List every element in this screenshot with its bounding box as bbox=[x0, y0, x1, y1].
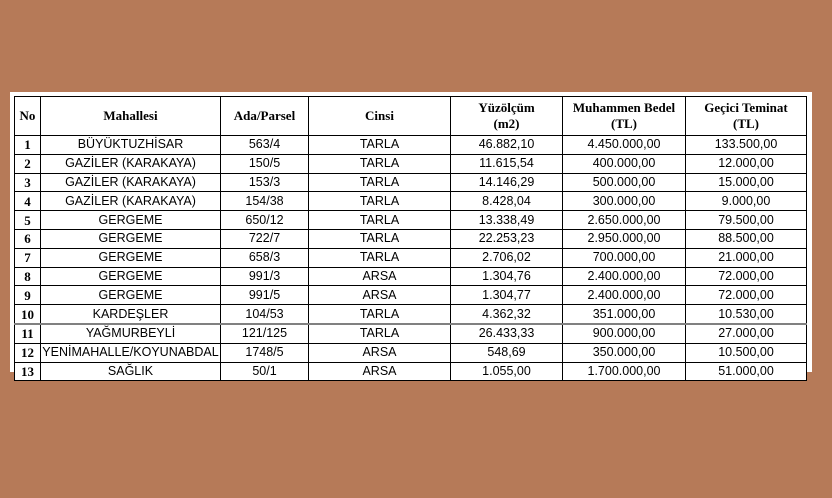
cell-muh: 2.950.000,00 bbox=[563, 229, 686, 248]
column-header-cinsi-label: Cinsi bbox=[365, 108, 394, 123]
cell-mah: YENİMAHALLE/KOYUNABDAL bbox=[41, 343, 221, 362]
cell-yuz: 4.362,32 bbox=[451, 305, 563, 324]
column-header-mahallesi bbox=[41, 97, 221, 136]
cell-yuz: 1.055,00 bbox=[451, 362, 563, 381]
cell-mah: GERGEME bbox=[41, 286, 221, 305]
column-header-no-label: No bbox=[19, 108, 36, 123]
cell-muh: 351.000,00 bbox=[563, 305, 686, 324]
column-header-no bbox=[15, 97, 41, 136]
column-header-gecici-teminat bbox=[686, 97, 807, 136]
cell-gec: 10.500,00 bbox=[686, 343, 807, 362]
cell-cinsi: ARSA bbox=[309, 343, 451, 362]
cell-ada: 121/125 bbox=[221, 324, 309, 343]
cell-ada: 650/12 bbox=[221, 211, 309, 230]
cell-mah: BÜYÜKTUZHİSAR bbox=[41, 136, 221, 155]
cell-ada: 154/38 bbox=[221, 192, 309, 211]
cell-muh: 2.400.000,00 bbox=[563, 286, 686, 305]
cell-gec: 88.500,00 bbox=[686, 229, 807, 248]
cell-no: 1 bbox=[15, 136, 41, 155]
cell-no: 2 bbox=[15, 154, 41, 173]
cell-yuz: 11.615,54 bbox=[451, 154, 563, 173]
cell-cinsi: TARLA bbox=[309, 229, 451, 248]
table-row bbox=[15, 362, 807, 381]
cell-no: 12 bbox=[15, 343, 41, 362]
cell-yuz: 2.706,02 bbox=[451, 248, 563, 267]
cell-cinsi: TARLA bbox=[309, 173, 451, 192]
table-row bbox=[15, 173, 807, 192]
table-row bbox=[15, 248, 807, 267]
cell-cinsi: TARLA bbox=[309, 305, 451, 324]
column-header-gecici-teminat-unit: (TL) bbox=[733, 116, 759, 131]
table-body bbox=[15, 136, 807, 381]
cell-muh: 300.000,00 bbox=[563, 192, 686, 211]
table-row bbox=[15, 154, 807, 173]
cell-gec: 133.500,00 bbox=[686, 136, 807, 155]
cell-cinsi: TARLA bbox=[309, 211, 451, 230]
cell-gec: 51.000,00 bbox=[686, 362, 807, 381]
cell-mah: GERGEME bbox=[41, 211, 221, 230]
cell-mah: GERGEME bbox=[41, 267, 221, 286]
cell-mah: GERGEME bbox=[41, 248, 221, 267]
table-row bbox=[15, 305, 807, 324]
cell-mah: GAZİLER (KARAKAYA) bbox=[41, 173, 221, 192]
cell-yuz: 548,69 bbox=[451, 343, 563, 362]
cell-ada: 991/3 bbox=[221, 267, 309, 286]
cell-muh: 900.000,00 bbox=[563, 324, 686, 343]
column-header-muhammen-bedel bbox=[563, 97, 686, 136]
cell-no: 4 bbox=[15, 192, 41, 211]
table-row bbox=[15, 229, 807, 248]
cell-cinsi: TARLA bbox=[309, 154, 451, 173]
cell-no: 6 bbox=[15, 229, 41, 248]
column-header-yuzolcum-label: Yüzölçüm bbox=[478, 100, 535, 115]
cell-mah: SAĞLIK bbox=[41, 362, 221, 381]
cell-muh: 4.450.000,00 bbox=[563, 136, 686, 155]
cell-no: 5 bbox=[15, 211, 41, 230]
cell-mah: YAĞMURBEYLİ bbox=[41, 324, 221, 343]
cell-gec: 10.530,00 bbox=[686, 305, 807, 324]
cell-ada: 50/1 bbox=[221, 362, 309, 381]
cell-gec: 9.000,00 bbox=[686, 192, 807, 211]
cell-no: 8 bbox=[15, 267, 41, 286]
cell-yuz: 22.253,23 bbox=[451, 229, 563, 248]
column-header-yuzolcum bbox=[451, 97, 563, 136]
cell-ada: 150/5 bbox=[221, 154, 309, 173]
column-header-yuzolcum-unit: (m2) bbox=[493, 116, 520, 131]
table-row bbox=[15, 136, 807, 155]
cell-cinsi: ARSA bbox=[309, 267, 451, 286]
cell-ada: 1748/5 bbox=[221, 343, 309, 362]
column-header-ada-parsel-label: Ada/Parsel bbox=[233, 108, 296, 123]
cell-cinsi: ARSA bbox=[309, 286, 451, 305]
cell-yuz: 8.428,04 bbox=[451, 192, 563, 211]
cell-muh: 2.650.000,00 bbox=[563, 211, 686, 230]
cell-no: 10 bbox=[15, 305, 41, 324]
cell-yuz: 26.433,33 bbox=[451, 324, 563, 343]
column-header-ada-parsel bbox=[221, 97, 309, 136]
cell-gec: 27.000,00 bbox=[686, 324, 807, 343]
cell-no: 3 bbox=[15, 173, 41, 192]
cell-ada: 658/3 bbox=[221, 248, 309, 267]
cell-cinsi: TARLA bbox=[309, 324, 451, 343]
table-row bbox=[15, 343, 807, 362]
cell-muh: 2.400.000,00 bbox=[563, 267, 686, 286]
cell-gec: 21.000,00 bbox=[686, 248, 807, 267]
cell-ada: 153/3 bbox=[221, 173, 309, 192]
cell-mah: KARDEŞLER bbox=[41, 305, 221, 324]
cell-mah: GERGEME bbox=[41, 229, 221, 248]
cell-cinsi: ARSA bbox=[309, 362, 451, 381]
cell-cinsi: TARLA bbox=[309, 136, 451, 155]
cell-gec: 79.500,00 bbox=[686, 211, 807, 230]
cell-yuz: 14.146,29 bbox=[451, 173, 563, 192]
cell-muh: 1.700.000,00 bbox=[563, 362, 686, 381]
cell-no: 7 bbox=[15, 248, 41, 267]
cell-muh: 350.000,00 bbox=[563, 343, 686, 362]
cell-muh: 400.000,00 bbox=[563, 154, 686, 173]
cell-no: 11 bbox=[15, 324, 41, 343]
cell-mah: GAZİLER (KARAKAYA) bbox=[41, 154, 221, 173]
cell-ada: 722/7 bbox=[221, 229, 309, 248]
column-header-mahallesi-label: Mahallesi bbox=[103, 108, 158, 123]
cell-yuz: 13.338,49 bbox=[451, 211, 563, 230]
table-row bbox=[15, 286, 807, 305]
cell-no: 13 bbox=[15, 362, 41, 381]
cell-gec: 72.000,00 bbox=[686, 267, 807, 286]
table-row bbox=[15, 211, 807, 230]
table-header-row bbox=[15, 97, 807, 136]
column-header-muhammen-bedel-label: Muhammen Bedel bbox=[572, 100, 676, 115]
column-header-cinsi bbox=[309, 97, 451, 136]
cell-cinsi: TARLA bbox=[309, 248, 451, 267]
table-row bbox=[15, 192, 807, 211]
table-row bbox=[15, 267, 807, 286]
cell-yuz: 1.304,77 bbox=[451, 286, 563, 305]
cell-mah: GAZİLER (KARAKAYA) bbox=[41, 192, 221, 211]
listing-table-container bbox=[14, 96, 806, 381]
cell-muh: 700.000,00 bbox=[563, 248, 686, 267]
column-header-muhammen-bedel-unit: (TL) bbox=[611, 116, 637, 131]
cell-yuz: 1.304,76 bbox=[451, 267, 563, 286]
cell-cinsi: TARLA bbox=[309, 192, 451, 211]
cell-ada: 563/4 bbox=[221, 136, 309, 155]
cell-muh: 500.000,00 bbox=[563, 173, 686, 192]
cell-yuz: 46.882,10 bbox=[451, 136, 563, 155]
table-header bbox=[15, 97, 807, 136]
cell-gec: 72.000,00 bbox=[686, 286, 807, 305]
cell-gec: 15.000,00 bbox=[686, 173, 807, 192]
cell-no: 9 bbox=[15, 286, 41, 305]
column-header-gecici-teminat-label: Geçici Teminat bbox=[704, 100, 788, 115]
cell-ada: 991/5 bbox=[221, 286, 309, 305]
parcel-listing-table bbox=[14, 96, 807, 381]
cell-gec: 12.000,00 bbox=[686, 154, 807, 173]
table-row bbox=[15, 324, 807, 343]
cell-ada: 104/53 bbox=[221, 305, 309, 324]
